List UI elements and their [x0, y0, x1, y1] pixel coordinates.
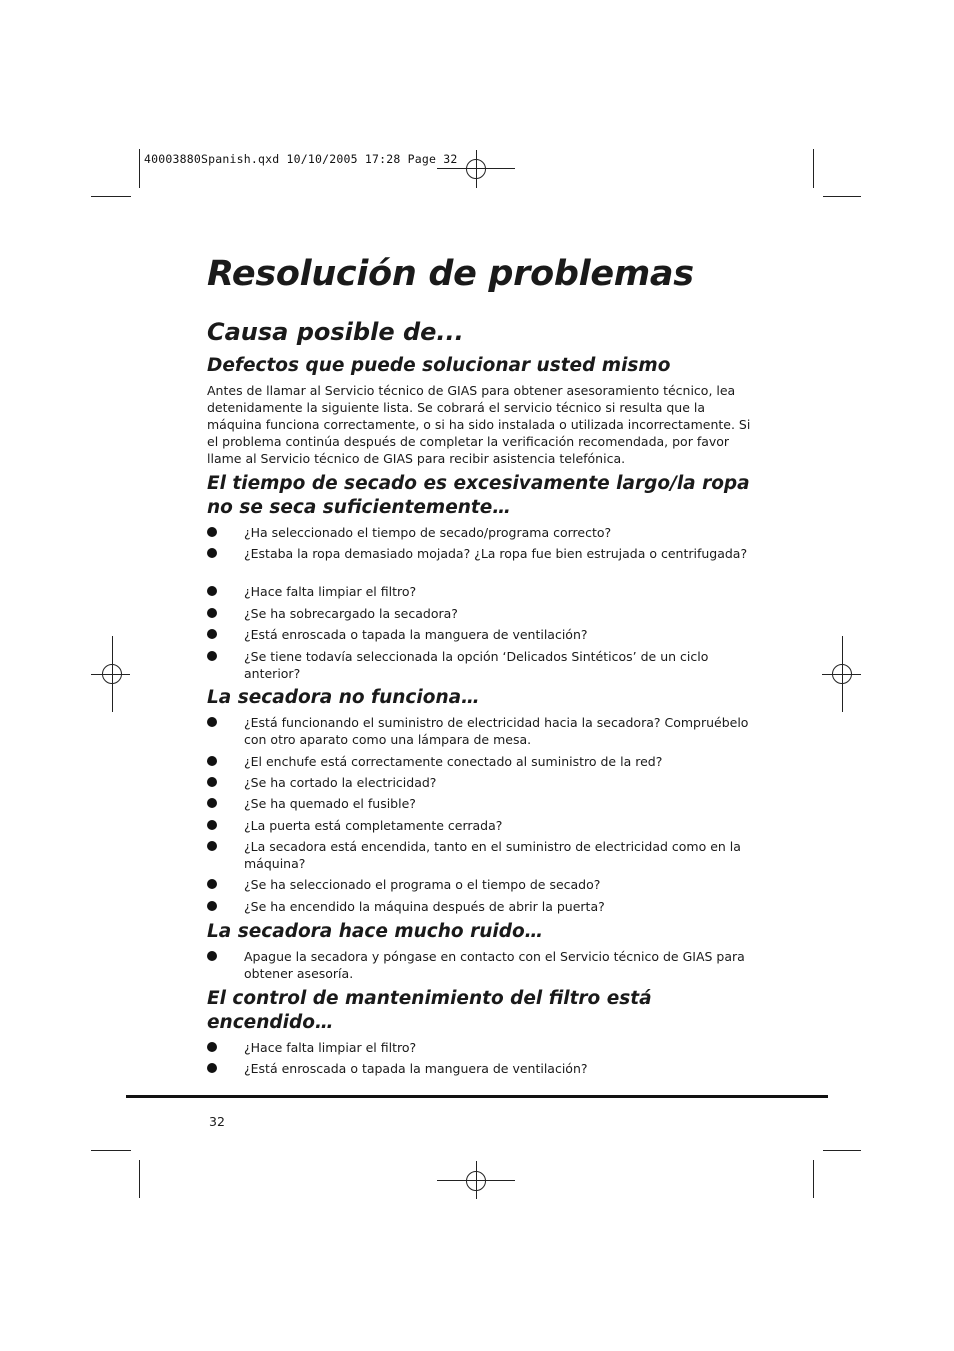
list-item: ¿Se ha sobrecargado la secadora?	[207, 605, 762, 622]
list-item: ¿Está funcionando el suministro de electricidad hacia la secadora? Compruébelo con otro aparato como una lámpara de mesa.	[207, 714, 762, 748]
list-item: Apague la secadora y póngase en contacto con el Servicio técnico de GIAS para obtener asesoría.	[207, 948, 762, 982]
bullet-icon	[207, 1042, 217, 1052]
list-item: ¿Está enroscada o tapada la manguera de ventilación?	[207, 1060, 762, 1077]
list-item: ¿Se ha cortado la electricidad?	[207, 774, 762, 791]
list-item: ¿Hace falta limpiar el filtro?	[207, 583, 762, 600]
list-item: ¿La puerta está completamente cerrada?	[207, 817, 762, 834]
bullet-icon	[207, 527, 217, 537]
bullet-icon	[207, 548, 217, 558]
section-heading-not-working: La secadora no funciona…	[207, 687, 480, 708]
bullet-icon	[207, 608, 217, 618]
intro-paragraph: Antes de llamar al Servicio técnico de GIAS para obtener asesoramiento técnico, lea detenidamente la siguiente lista. Se cobrará el servicio técnico si resulta que la máquina funciona correctamente, o si ha sido instalada o utilizada incorrectamente. Si el problema continúa después de completar la verificación recomendada, por favor llame al Servicio técnico de GIAS para recibir asistencia telefónica.	[207, 383, 751, 466]
bullet-icon	[207, 586, 217, 596]
list-item: ¿Hace falta limpiar el filtro?	[207, 1039, 762, 1056]
intro-heading: Defectos que puede solucionar usted mismo	[207, 355, 671, 376]
list-item: ¿Ha seleccionado el tiempo de secado/programa correcto?	[207, 524, 762, 541]
print-slug: 40003880Spanish.qxd 10/10/2005 17:28 Page 32	[144, 152, 458, 166]
list-item: ¿Se ha encendido la máquina después de abrir la puerta?	[207, 898, 762, 915]
bullet-icon	[207, 798, 217, 808]
list-item: ¿La secadora está encendida, tanto en el suministro de electricidad como en la máquina?	[207, 838, 762, 872]
bullet-icon	[207, 841, 217, 851]
section-heading-filter-control: El control de mantenimiento del filtro está encendido…	[207, 988, 652, 1033]
section-heading-drying-time: El tiempo de secado es excesivamente largo/la ropa no se seca suficientemente…	[207, 473, 750, 518]
page-title: Resolución de problemas	[207, 254, 694, 294]
bullet-icon	[207, 879, 217, 889]
list-item: ¿Está enroscada o tapada la manguera de ventilación?	[207, 626, 762, 643]
page-subtitle: Causa posible de...	[207, 318, 464, 346]
page-number: 32	[209, 1114, 225, 1129]
list-item: ¿Se ha seleccionado el programa o el tiempo de secado?	[207, 876, 762, 893]
bullet-icon	[207, 777, 217, 787]
section-heading-noise: La secadora hace mucho ruido…	[207, 921, 544, 942]
list-item: ¿Se tiene todavía seleccionada la opción ‘Delicados Sintéticos’ de un ciclo anterior?	[207, 648, 762, 682]
bullet-icon	[207, 717, 217, 727]
bullet-icon	[207, 951, 217, 961]
list-item: ¿Estaba la ropa demasiado mojada? ¿La ropa fue bien estrujada o centrifugada?	[207, 545, 762, 562]
footer-rule	[126, 1095, 828, 1098]
bullet-icon	[207, 901, 217, 911]
bullet-icon	[207, 1063, 217, 1073]
bullet-icon	[207, 629, 217, 639]
bullet-icon	[207, 820, 217, 830]
bullet-icon	[207, 756, 217, 766]
bullet-icon	[207, 651, 217, 661]
list-item: ¿El enchufe está correctamente conectado al suministro de la red?	[207, 753, 762, 770]
list-item: ¿Se ha quemado el fusible?	[207, 795, 762, 812]
